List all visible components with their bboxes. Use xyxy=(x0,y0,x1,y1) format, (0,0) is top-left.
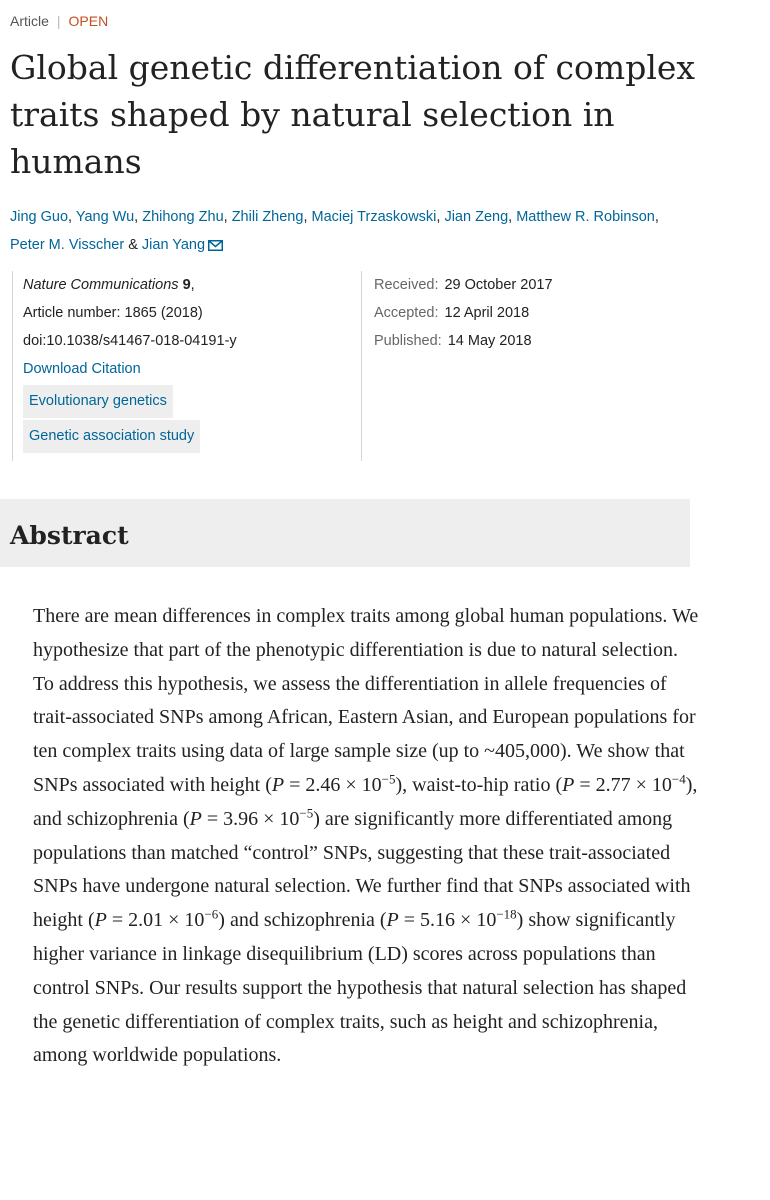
abstract-header xyxy=(0,499,690,567)
doi: doi:10.1038/s41467-018-04191-y xyxy=(23,333,237,349)
subject-tag[interactable]: Genetic association study xyxy=(23,420,200,453)
subject-tag[interactable]: Evolutionary genetics xyxy=(23,385,173,418)
author-link[interactable]: Peter M. Visscher xyxy=(10,237,125,253)
citation-info: Nature Communications 9, Article number: 1865 (2018) doi:10.1038/s41467-018-04191-y Download Citation Evolutionary genetics Genetic association study xyxy=(12,271,360,461)
published-label: Published: xyxy=(374,333,442,349)
author-link[interactable]: Maciej Trzaskowski xyxy=(311,209,437,225)
email-icon[interactable] xyxy=(208,233,223,261)
author-link[interactable]: Matthew R. Robinson xyxy=(516,209,655,225)
volume: 9 xyxy=(182,277,191,293)
author-link[interactable]: Jian Zeng xyxy=(444,209,509,225)
author-link[interactable]: Jian Yang xyxy=(141,237,206,253)
author-link[interactable]: Jing Guo xyxy=(10,209,69,225)
subject-tags xyxy=(23,385,360,453)
article-type xyxy=(10,13,108,29)
accepted-date: 12 April 2018 xyxy=(444,305,530,321)
download-citation-link[interactable]: Download Citation xyxy=(23,361,141,377)
article-label: Article xyxy=(10,13,49,29)
received-date: 29 October 2017 xyxy=(444,277,553,293)
journal-name: Nature Communications xyxy=(23,277,179,293)
author-link[interactable]: Zhili Zheng xyxy=(231,209,304,225)
received-label: Received: xyxy=(374,277,439,293)
open-access-badge: OPEN xyxy=(68,13,109,29)
abstract-heading: Abstract xyxy=(10,521,129,550)
article-title: Global genetic differentiation of complex traits shaped by natural selection in humans xyxy=(10,48,696,181)
author-link[interactable]: Zhihong Zhu xyxy=(142,209,224,225)
author-link[interactable]: Yang Wu xyxy=(75,209,135,225)
accepted-label: Accepted: xyxy=(374,305,439,321)
published-date: 14 May 2018 xyxy=(447,333,532,349)
article-number: Article number: 1865 (2018) xyxy=(23,305,203,321)
abstract-text: There are mean differences in complex traits among global human populations. We hypothesize that part of the phenotypic differentiation is due to natural selection. To address this hypothesis, we assess the differentiation in allele frequencies of trait-associated SNPs among African, Eastern Asian, and European populations for ten complex traits using data of large sample size (up to ~405,000). We show that SNPs associated with height $(P = 2.46 \times 10^{-5})$, waist-to-hip ratio $(P = 2.77 \times 10^{-4})$, and schizophrenia $(P = 3.96 \times 10^{-5})$ are significantly more differentiated among populations than matched “control” SNPs, suggesting that these trait-associated SNPs have undergone natural selection. We further find that SNPs associated with height $(P = 2.01 \times 10^{-6})$ and schizophrenia $(P = 5.16 \times 10^{-18})$ show significantly higher variance in linkage disequilibrium (LD) scores across populations than control SNPs. Our results support the hypothesis that natural selection has shaped the genetic differentiation of complex traits, such as height and schizophrenia, among worldwide populations. xyxy=(33,605,699,1067)
divider: | xyxy=(56,13,61,29)
history-dates xyxy=(361,271,661,461)
author-list: Jing Guo, Yang Wu, Zhihong Zhu, Zhili Zheng, Maciej Trzaskowski, Jian Zeng, Matthew R. Robinson, Peter M. Visscher & Jian Yang xyxy=(10,203,700,261)
